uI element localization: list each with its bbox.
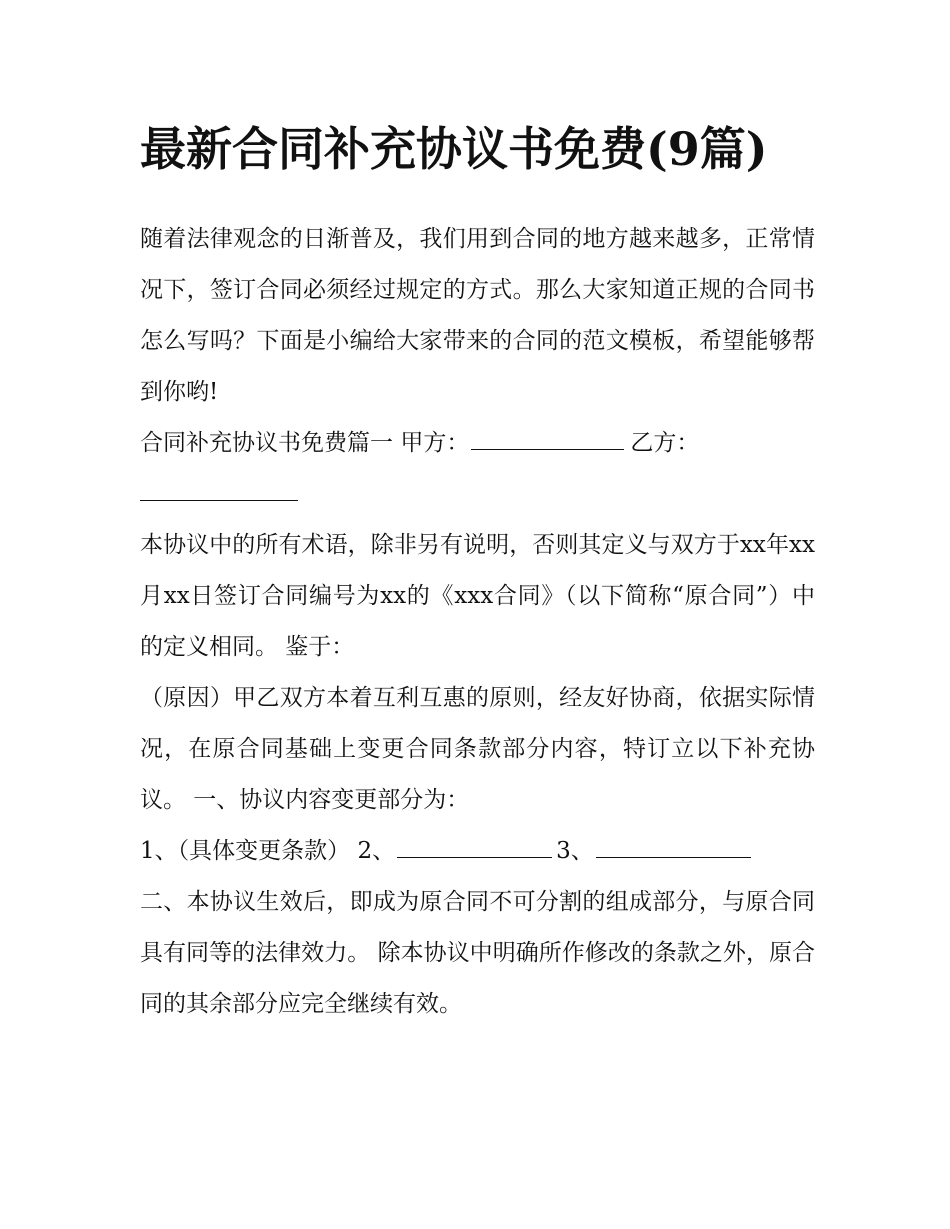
party-b-blank — [140, 472, 298, 501]
document-title: 最新合同补充协议书免费(9篇) — [140, 122, 768, 176]
effect-paragraph: 二、本协议生效后，即成为原合同不可分割的组成部分，与原合同具有同等的法律效力。 除本协议中明确所作修改的条款之外，原合同的其余部分应完全继续有效。 — [140, 889, 815, 1017]
change-item-1: 1、（具体变更条款） — [140, 838, 351, 864]
party-a-label: 甲方： — [400, 430, 470, 456]
section-heading-line — [140, 418, 815, 520]
document-body — [140, 108, 815, 1030]
definition-paragraph: 本协议中的所有术语，除非另有说明，否则其定义与双方于xx年xx月xx日签订合同编号为xx的《xxx合同》（以下简称“原合同”）中的定义相同。 鉴于： — [140, 532, 815, 660]
party-b-label: 乙方： — [630, 430, 700, 456]
change-item-2-label: 2、 — [357, 838, 396, 864]
reason-paragraph: （原因）甲乙双方本着互利互惠的原则，经友好协商，依据实际情况，在原合同基础上变更合同条款部分内容，特订立以下补充协议。 一、协议内容变更部分为： — [140, 685, 815, 813]
change-item-3-blank — [596, 829, 751, 858]
intro-paragraph: 随着法律观念的日渐普及，我们用到合同的地方越来越多，正常情况下，签订合同必须经过规定的方式。那么大家知道正规的合同书怎么写吗？下面是小编给大家带来的合同的范文模板，希望能够帮到你哟! — [140, 226, 815, 405]
party-a-blank — [471, 421, 624, 450]
change-item-3-label: 3、 — [556, 838, 594, 864]
change-items-line — [140, 826, 815, 877]
section-heading: 合同补充协议书免费篇一 — [140, 430, 393, 456]
change-item-2-blank — [397, 829, 552, 858]
